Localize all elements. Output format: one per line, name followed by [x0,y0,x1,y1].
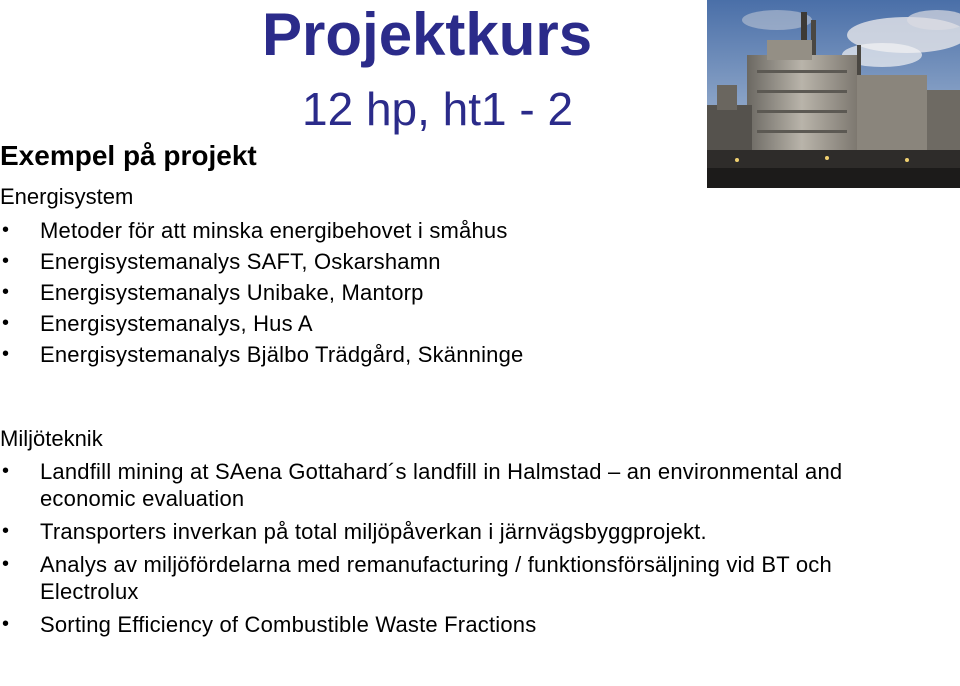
environment-list [0,458,900,638]
list-item: • Energisystemanalys Unibake, Mantorp [0,277,900,308]
intro-section [0,140,900,172]
energy-heading: Energisystem [0,184,134,209]
list-item: • Transporters inverkan på total miljöpåverkan i järnvägsbyggprojekt. [0,518,900,545]
page-subtitle: 12 hp, ht1 - 2 [302,83,574,135]
page-title: Projektkurs [262,1,593,68]
list-item: • Metoder för att minska energibehovet i småhus [0,215,900,246]
environment-section [0,425,900,644]
list-item: • Energisystemanalys Bjälbo Trädgård, Skänninge [0,339,900,370]
energy-section [0,183,900,370]
environment-heading: Miljöteknik [0,426,103,451]
list-item: • Energisystemanalys, Hus A [0,308,900,339]
energy-list [0,215,900,370]
list-item: • Sorting Efficiency of Combustible Waste Fractions [0,611,900,638]
examples-heading: Exempel på projekt [0,140,257,171]
list-item: • Analys av miljöfördelarna med remanufacturing / funktionsförsäljning vid BT och Electrolux [0,551,900,605]
list-item: • Energisystemanalys SAFT, Oskarshamn [0,246,900,277]
list-item: • Landfill mining at SAena Gottahard´s landfill in Halmstad – an environmental and economic evaluation [0,458,900,512]
